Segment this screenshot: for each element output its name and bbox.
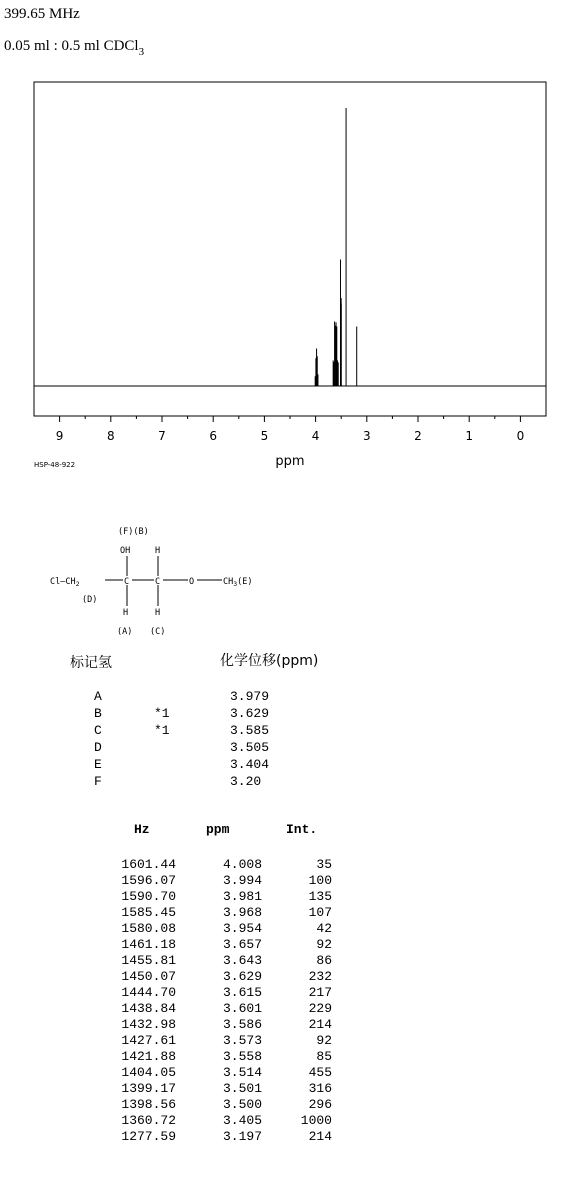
structure-right-label: (E) xyxy=(237,577,253,587)
peak-hz: 1461.18 xyxy=(121,937,176,952)
molecular-structure xyxy=(50,527,253,637)
peak-hz: 1421.88 xyxy=(121,1049,176,1064)
peak-intensity: 232 xyxy=(308,969,332,984)
structure-right-sub: 3 xyxy=(233,580,238,588)
assignment-label: B xyxy=(94,706,102,721)
peak-table-row xyxy=(0,1113,570,1129)
peak-intensity: 35 xyxy=(316,857,332,872)
peak-table-row xyxy=(0,905,570,921)
peak-hz: 1601.44 xyxy=(121,857,176,872)
peak-hz: 1398.56 xyxy=(121,1097,176,1112)
peak-table-row xyxy=(0,1129,570,1145)
x-axis-tick-label: 2 xyxy=(414,429,422,443)
peak-ppm: 3.405 xyxy=(222,1113,262,1128)
assignment-label: D xyxy=(94,740,102,755)
spectrometer-frequency: 399.65 MHz xyxy=(4,6,80,22)
structure-oh: OH xyxy=(120,546,131,556)
peak-intensity: 296 xyxy=(308,1097,332,1112)
x-axis-tick-label: 7 xyxy=(158,429,166,443)
assignment-shift: 3.629 xyxy=(230,706,270,721)
structure-d-label: (D) xyxy=(82,595,98,605)
peak-ppm: 3.586 xyxy=(222,1017,262,1032)
peak-intensity: 455 xyxy=(308,1065,332,1080)
peak-hz: 1450.07 xyxy=(121,969,176,984)
assignment-header-shift: 化学位移(ppm) xyxy=(220,653,319,669)
peak-intensity: 85 xyxy=(316,1049,332,1064)
assignment-header-label: 标记氢 xyxy=(70,655,112,671)
structure-label-c: (C) xyxy=(150,627,166,637)
peak-intensity: 92 xyxy=(316,1033,332,1048)
structure-left-sub: 2 xyxy=(75,580,80,588)
assignment-note: *1 xyxy=(154,706,170,721)
peak-intensity: 92 xyxy=(316,937,332,952)
structure-right-group xyxy=(223,577,253,588)
plot-frame xyxy=(34,82,546,416)
sample-info-subscript: 3 xyxy=(138,46,145,58)
peak-table-row xyxy=(0,953,570,969)
peak-table-row xyxy=(0,921,570,937)
assignment-shift: 3.20 xyxy=(230,774,262,789)
assignment-label: A xyxy=(94,689,102,704)
peak-ppm: 3.197 xyxy=(222,1129,262,1144)
peak-intensity: 214 xyxy=(308,1017,332,1032)
peak-ppm: 3.615 xyxy=(222,985,262,1000)
peak-hz: 1404.05 xyxy=(121,1065,176,1080)
peak-ppm: 3.643 xyxy=(222,953,262,968)
structure-h-bottom-c: H xyxy=(155,608,161,618)
peak-ppm: 3.500 xyxy=(222,1097,262,1112)
peak-table-row xyxy=(0,1049,570,1065)
peak-table-row xyxy=(0,1033,570,1049)
peak-hz: 1438.84 xyxy=(121,1001,176,1016)
peak-hz: 1427.61 xyxy=(121,1033,176,1048)
peak-table-row xyxy=(0,1097,570,1113)
peak-intensity: 214 xyxy=(308,1129,332,1144)
peak-hz: 1277.59 xyxy=(121,1129,176,1144)
peak-table-row xyxy=(0,873,570,889)
peak-ppm: 3.601 xyxy=(222,1001,262,1016)
peak-ppm: 3.954 xyxy=(222,921,262,936)
peak-ppm: 3.514 xyxy=(222,1065,262,1080)
peak-ppm: 3.558 xyxy=(222,1049,262,1064)
peak-ppm: 3.629 xyxy=(222,969,262,984)
structure-label-a: (A) xyxy=(117,627,133,637)
peak-intensity: 86 xyxy=(316,953,332,968)
peak-ppm: 3.968 xyxy=(222,905,262,920)
structure-right-text: CH xyxy=(223,577,234,587)
x-axis-tick-label: 3 xyxy=(362,429,371,443)
peak-intensity: 1000 xyxy=(300,1113,332,1128)
peak-table-row xyxy=(0,857,570,873)
peak-intensity: 217 xyxy=(308,985,332,1000)
peak-table-row xyxy=(0,889,570,905)
structure-h-bottom-a: H xyxy=(123,608,129,618)
peak-table-row xyxy=(0,985,570,1001)
peak-table-header-ppm: ppm xyxy=(206,822,230,837)
peak-table-header-int: Int. xyxy=(286,822,318,837)
x-axis-tick-label: 5 xyxy=(260,429,269,443)
peak-hz: 1432.98 xyxy=(121,1017,176,1032)
peak-ppm: 4.008 xyxy=(222,857,262,872)
peak-hz: 1455.81 xyxy=(121,953,176,968)
peak-ppm: 3.994 xyxy=(222,873,262,888)
peak-intensity: 229 xyxy=(308,1001,332,1016)
assignment-shift: 3.979 xyxy=(230,689,270,704)
x-axis-tick-label: 9 xyxy=(55,429,64,443)
x-axis-tick-label: 8 xyxy=(106,429,115,443)
peak-intensity: 316 xyxy=(308,1081,332,1096)
assignment-label: F xyxy=(94,774,102,789)
structure-o: O xyxy=(189,577,195,587)
peak-ppm: 3.501 xyxy=(222,1081,262,1096)
structure-h-top: H xyxy=(155,546,161,556)
assignment-label: C xyxy=(94,723,102,738)
peak-hz: 1360.72 xyxy=(121,1113,176,1128)
assignment-label: E xyxy=(94,757,102,772)
peak-intensity: 100 xyxy=(308,873,332,888)
peak-table-header-hz: Hz xyxy=(134,822,150,837)
peak-table-row xyxy=(0,1065,570,1081)
spectrum-code: HSP-48-922 xyxy=(34,461,76,469)
peak-hz: 1590.70 xyxy=(121,889,176,904)
assignment-shift: 3.585 xyxy=(230,723,270,738)
x-axis-tick-label: 4 xyxy=(311,429,320,443)
structure-c1: C xyxy=(124,577,130,587)
assignment-note: *1 xyxy=(154,723,170,738)
peak-hz: 1585.45 xyxy=(121,905,176,920)
peak-hz: 1444.70 xyxy=(121,985,176,1000)
assignment-shift: 3.505 xyxy=(230,740,270,755)
peak-ppm: 3.573 xyxy=(222,1033,262,1048)
peak-intensity: 42 xyxy=(316,921,332,936)
x-axis-tick-label: 0 xyxy=(516,429,525,443)
peak-intensity: 107 xyxy=(308,905,332,920)
peak-table-row xyxy=(0,1081,570,1097)
structure-labels-top: (F)(B) xyxy=(118,527,149,537)
peak-table-row xyxy=(0,1001,570,1017)
peak-table-row xyxy=(0,1017,570,1033)
peak-hz: 1596.07 xyxy=(121,873,176,888)
peak-hz: 1399.17 xyxy=(121,1081,176,1096)
structure-c2: C xyxy=(155,577,161,587)
peak-ppm: 3.657 xyxy=(222,937,262,952)
peak-intensity: 135 xyxy=(308,889,332,904)
x-axis-tick-label: 1 xyxy=(465,429,474,443)
structure-left-text: Cl—CH xyxy=(50,577,76,587)
structure-left-group xyxy=(50,577,80,588)
sample-info-main: 0.05 ml : 0.5 ml CDCl xyxy=(4,38,139,54)
peak-hz: 1580.08 xyxy=(121,921,176,936)
peak-table-row xyxy=(0,969,570,985)
peak-table-row xyxy=(0,937,570,953)
assignment-shift: 3.404 xyxy=(230,757,270,772)
x-axis-tick-label: 6 xyxy=(209,429,218,443)
peak-ppm: 3.981 xyxy=(222,889,262,904)
x-axis-label: ppm xyxy=(275,454,305,469)
